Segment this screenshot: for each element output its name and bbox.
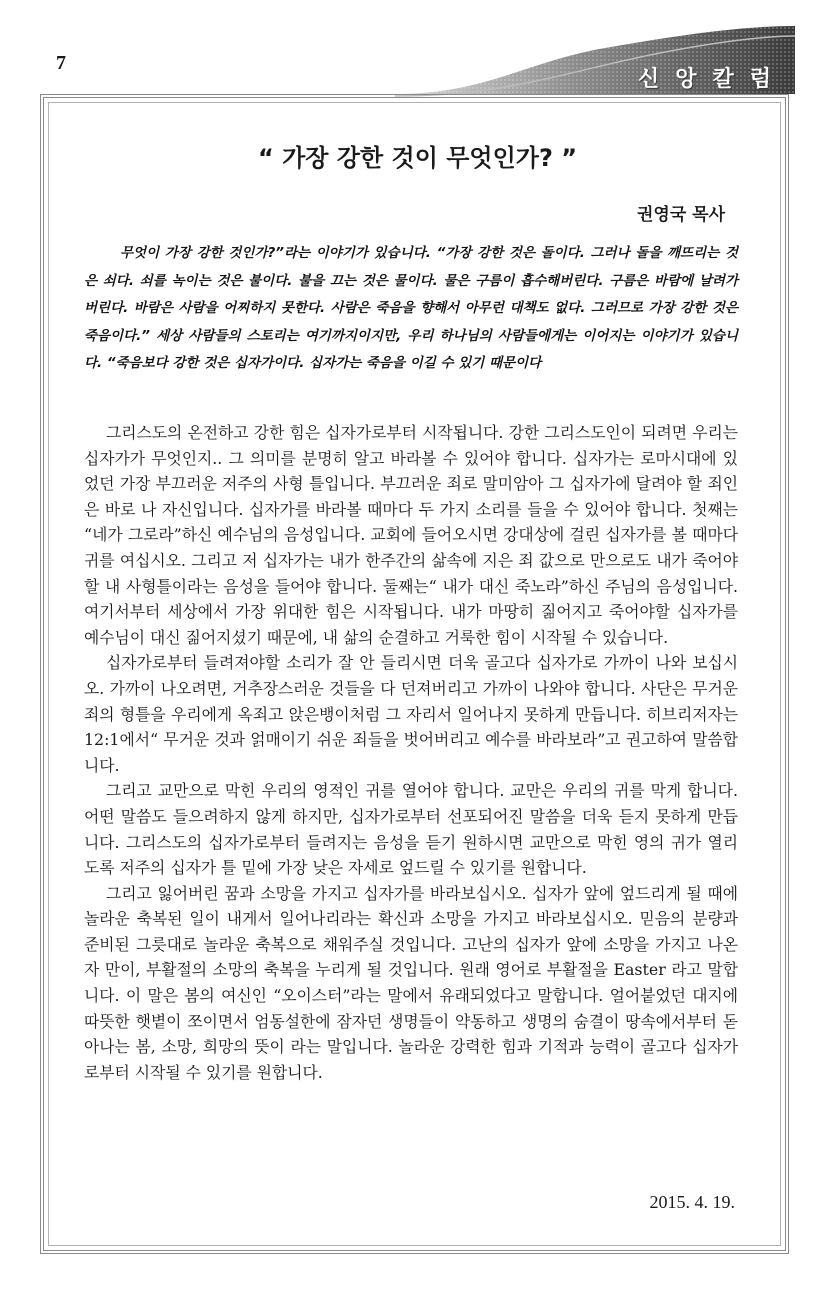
body-paragraph: 그리고 잃어버린 꿈과 소망을 가지고 십자가를 바라보십시오. 십자가 앞에 엎드리게 될 때에 놀라운 축복된 일이 내게서 일어나리라는 확신과 소망을 가지고 바라보십시오. 믿음의 분량과 준비된 그릇대로 놀라운 축복으로 채워주실 것입니다. 고난의 십자가 앞에 소망을 가지고 나온 자 만이, 부활절의 소망의 축복을 누리게 될 것입니다. 원래 영어로 부활절을 Easter 라고 말합니다. 이 말은 봄의 여신인 “오이스터”라는 말에서 유래되었다고 말합니다. 얼어붙었던 대지에 따뜻한 햇볕이 쪼이면서 엄동설한에 잠자던 생명들이 약동하고 생명의 숨결이 땅속에서부터 돋아나는 봄, 소망, 희망의 뜻이 라는 말입니다. 놀라운 강력한 힘과 기적과 능력이 골고다 십자가로부터 시작될 수 있기를 원합니다. [84,883,738,1082]
article-title: “ 가장 강한 것이 무엇인가? ” [257,144,578,172]
page-number: 7 [56,52,66,74]
section-label: 신앙칼럼 [637,67,787,92]
article-date: 2015. 4. 19. [649,1192,735,1212]
body-paragraph: 십자가로부터 들려져야할 소리가 잘 안 들리시면 더욱 골고다 십자가로 가까이 나와 보십시오. 가까이 나오려면, 거추장스러운 것들을 다 던져버리고 가까이 나와야 합니다. 사단은 무거운 죄의 형틀을 우리에게 옥죄고 앉은뱅이처럼 그 자리서 일어나지 못하게 만듭니다. 히브리저자는 12:1에서“ 무거운 것과 얽매이기 쉬운 죄들을 벗어버리고 예수를 바라보라”고 권고하여 말씀합니다. [84,653,738,775]
body-paragraph: 그리스도의 온전하고 강한 힘은 십자가로부터 시작됩니다. 강한 그리스도인이 되려면 우리는 십자가가 무엇인지.. 그 의미를 분명히 알고 바라볼 수 있어야 합니다. 십자가는 로마시대에 있었던 가장 부끄러운 저주의 사형 틀입니다. 부끄러운 죄로 말미암아 그 십자가에 달려야 할 죄인은 바로 나 자신입니다. 십자가를 바라볼 때마다 두 가지 소리를 들을 수 있어야 합니다. 첫째는 “네가 그로라”하신 예수님의 음성입니다. 교회에 들어오시면 강대상에 걸린 십자가를 볼 때마다 귀를 여십시오. 그리고 저 십자가는 내가 한주간의 삶속에 지은 죄 값으로 만으로도 내가 죽어야할 내 사형틀이라는 음성을 들어야 합니다. 둘째는“ 내가 대신 죽노라”하신 주님의 음성입니다. 여기서부터 세상에서 가장 위대한 힘은 시작됩니다. 내가 마땅히 짊어지고 죽어야할 십자가를 예수님이 대신 짊어지셨기 때문에, 내 삶의 순결하고 거룩한 힘이 시작될 수 있습니다. [84,423,738,647]
body-paragraph: 그리고 교만으로 막힌 우리의 영적인 귀를 열어야 합니다. 교만은 우리의 귀를 막게 합니다. 어떤 말씀도 들으려하지 않게 하지만, 십자가로부터 선포되어진 말씀을 더욱 듣지 못하게 만듭니다. 그리스도의 십자가로부터 들려지는 음성을 듣기 원하시면 교만으로 막힌 영의 귀가 열리도록 저주의 십자가 틀 밑에 가장 낮은 자세로 엎드릴 수 있기를 원합니다. [84,781,738,878]
opening-quote: 무엇이 가장 강한 것인가?”라는 이야기가 있습니다. “가장 강한 것은 돌이다. 그러나 돌을 깨뜨리는 것은 쇠다. 쇠를 녹이는 것은 불이다. 불을 끄는 것은 물이다. 물은 구름이 흡수해버린다. 구름은 바람에 날려가 버린다. 바람은 사람을 어찌하지 못한다. 사람은 죽음을 향해서 아무런 대책도 없다. 그러므로 가장 강한 것은 죽음이다.” 세상 사람들의 스토리는 여기까지이지만, 우리 하나님의 사람들에게는 이어지는 이야기가 있습니다. “죽음보다 강한 것은 십자가이다. 십자가는 죽음을 이길 수 있기 때문이다 [84,245,738,371]
article-body [84,420,738,1085]
article-author: 권영국 목사 [636,205,725,225]
